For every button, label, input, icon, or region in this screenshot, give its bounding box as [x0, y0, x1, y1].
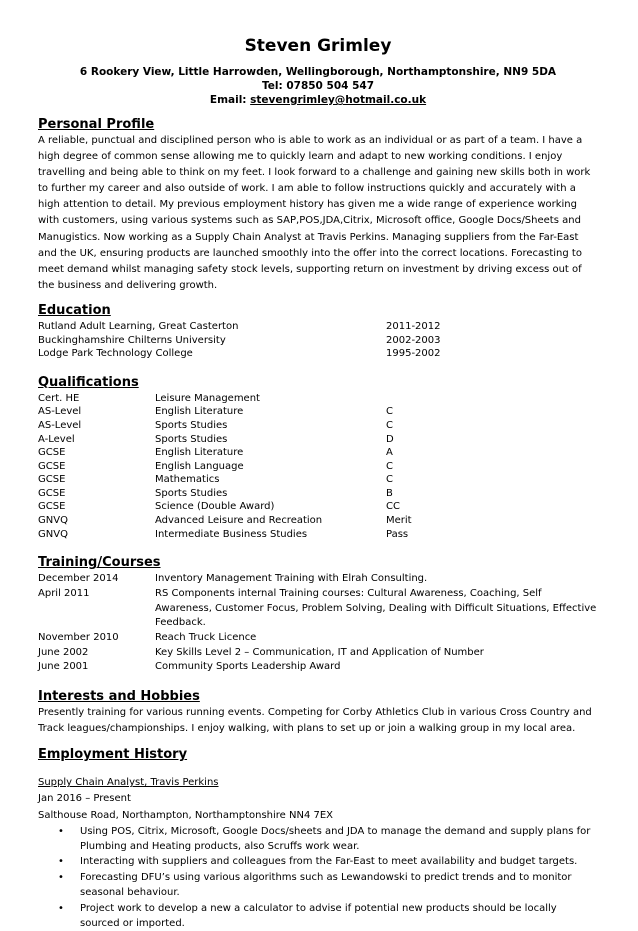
qualification-subject: Intermediate Business Studies: [155, 528, 308, 540]
qualification-row: [38, 392, 598, 406]
qualification-row: [38, 419, 598, 433]
training-row: [38, 572, 598, 587]
job-location: Salthouse Road, Northampton, Northamptonshire NN4 7EX: [38, 809, 334, 821]
qualification-level: GNVQ: [38, 528, 68, 540]
qualification-row: [38, 514, 598, 528]
profile-heading: Personal Profile: [38, 117, 155, 132]
qualification-grade: C: [386, 460, 393, 472]
qualification-level: GNVQ: [38, 515, 68, 527]
training-row: [38, 631, 598, 646]
education-row: [38, 320, 598, 334]
qualification-row: [38, 405, 598, 419]
qualification-level: A-Level: [38, 433, 75, 445]
email-label: Email:: [209, 94, 251, 106]
qualification-level: GCSE: [38, 447, 66, 459]
qualifications-list: [38, 392, 598, 542]
job-bullet-text: Forecasting DFU’s using various algorithms such as Lewandowski to predict trends and to monitor seasonal behaviour.: [80, 871, 572, 899]
qualification-grade: Pass: [386, 528, 409, 540]
job-title: Supply Chain Analyst, Travis Perkins: [38, 777, 219, 789]
phone-line: Tel: 07850 504 547: [261, 80, 375, 92]
education-place: Buckinghamshire Chilterns University: [38, 334, 226, 346]
qualification-subject: English Language: [155, 460, 244, 472]
job-bullet: [38, 824, 598, 855]
qualification-row: [38, 446, 598, 460]
job-bullet: [38, 854, 598, 869]
education-row: [38, 347, 598, 361]
education-list: [38, 320, 598, 361]
qualification-subject: Mathematics: [155, 474, 220, 486]
qualification-grade: A: [386, 447, 393, 459]
qualification-level: GCSE: [38, 460, 66, 472]
job-bullet-text: Project work to develop a new a calculator to advise if potential new products should be locally sourced or imported.: [80, 902, 557, 930]
cv-page: [38, 36, 598, 931]
job-entry: [38, 775, 598, 931]
qualification-row: [38, 473, 598, 487]
qualification-subject: English Literature: [155, 406, 244, 418]
candidate-name: Steven Grimley: [244, 36, 392, 56]
qualification-row: [38, 433, 598, 447]
qualification-row: [38, 528, 598, 542]
interests-text: Presently training for various running events. Competing for Corby Athletics Club in various Cross Country and Track leagues/championships. I enjoy walking, with plans to set up or join a walking group in my local area.: [38, 707, 592, 735]
bullet-icon: •: [58, 825, 64, 837]
education-years: 2002-2003: [386, 334, 441, 346]
qualification-subject: Sports Studies: [155, 487, 228, 499]
job-bullet-text: Using POS, Citrix, Microsoft, Google Docs/sheets and JDA to manage the demand and supply plans for Plumbing and Heating products, also Scruffs work wear.: [80, 825, 591, 853]
qualification-subject: Science (Double Award): [155, 501, 275, 513]
qualification-subject: Advanced Leisure and Recreation: [155, 515, 323, 527]
qualification-row: [38, 460, 598, 474]
qualification-grade: CC: [386, 501, 400, 513]
job-bullet-text: Interacting with suppliers and colleagues from the Far-East to meet availability and budget targets.: [80, 856, 578, 868]
interests-heading: Interests and Hobbies: [38, 689, 200, 705]
education-place: Rutland Adult Learning, Great Casterton: [38, 320, 239, 332]
training-date: April 2011: [38, 587, 90, 599]
training-date: December 2014: [38, 573, 119, 585]
qualification-subject: Sports Studies: [155, 433, 228, 445]
training-row: [38, 646, 598, 661]
qualification-row: [38, 487, 598, 501]
job-dates: Jan 2016 – Present: [38, 793, 131, 805]
qualification-grade: C: [386, 474, 393, 486]
qualification-subject: English Literature: [155, 447, 244, 459]
training-text: Inventory Management Training with Elrah Consulting.: [155, 573, 428, 585]
qualifications-heading: Qualifications: [38, 374, 139, 390]
education-row: [38, 334, 598, 348]
qualification-level: AS-Level: [38, 419, 82, 431]
qualification-grade: C: [386, 406, 393, 418]
education-place: Lodge Park Technology College: [38, 348, 193, 360]
training-row: [38, 587, 598, 631]
employment-heading: Employment History: [38, 747, 188, 763]
qualification-row: [38, 500, 598, 514]
qualification-subject: Sports Studies: [155, 419, 228, 431]
bullet-icon: •: [58, 856, 64, 868]
qualification-level: Cert. HE: [38, 392, 80, 404]
training-text: RS Components internal Training courses: Cultural Awareness, Coaching, Self Awareness, Customer Focus, Problem Solving, Dealing with Difficult Situations, Effective Feedback.: [155, 587, 597, 629]
bullet-icon: •: [58, 902, 64, 914]
training-text: Community Sports Leadership Award: [155, 661, 341, 673]
qualification-grade: D: [386, 433, 394, 445]
training-date: November 2010: [38, 632, 119, 644]
qualification-level: GCSE: [38, 474, 66, 486]
qualification-grade: B: [386, 487, 393, 499]
qualification-grade: C: [386, 419, 393, 431]
training-list: [38, 572, 598, 675]
email-link[interactable]: stevengrimley@hotmail.co.uk: [250, 94, 427, 106]
training-date: June 2002: [38, 646, 89, 658]
job-bullet: [38, 870, 598, 901]
job-bullet: [38, 901, 598, 931]
email-line: [38, 93, 598, 107]
qualification-subject: Leisure Management: [155, 392, 260, 404]
education-heading: Education: [38, 302, 111, 318]
education-years: 2011-2012: [386, 320, 441, 332]
qualification-level: GCSE: [38, 487, 66, 499]
training-text: Reach Truck Licence: [155, 632, 257, 644]
profile-text: A reliable, punctual and disciplined person who is able to work as an individual or as part of a team. I have a high degree of common sense allowing me to quickly learn and adapt to new working conditions. I enjoy travelling and being able to think on my feet. I look forward to a challenge and gaining new skills both in work to further my career and also outside of work. I am able to follow instructions quickly and accurately with a high attention to detail. My previous employment history has given me a wide range of experience working with customers, using various systems such as SAP,POS,JDA,Citrix, Microsoft office, Google Docs/Sheets and Manugistics. Now working as a Supply Chain Analyst at Travis Perkins. Managing suppliers from the Far-East and the UK, ensuring products are launched smoothly into the offer into the correct locations. Forecasting to meet demand whilst managing safety stock levels, supporting return on investment by driving excess out of the business and delivering growth.: [38, 135, 591, 291]
qualification-level: AS-Level: [38, 406, 82, 418]
training-heading: Training/Courses: [38, 555, 161, 571]
address-line: 6 Rookery View, Little Harrowden, Wellingborough, Northamptonshire, NN9 5DA: [79, 66, 557, 78]
training-row: [38, 660, 598, 675]
training-text: Key Skills Level 2 – Communication, IT and Application of Number: [155, 646, 484, 658]
bullet-icon: •: [58, 871, 64, 883]
training-date: June 2001: [38, 661, 89, 673]
education-years: 1995-2002: [386, 348, 441, 360]
qualification-level: GCSE: [38, 501, 66, 513]
qualification-grade: Merit: [386, 515, 412, 527]
